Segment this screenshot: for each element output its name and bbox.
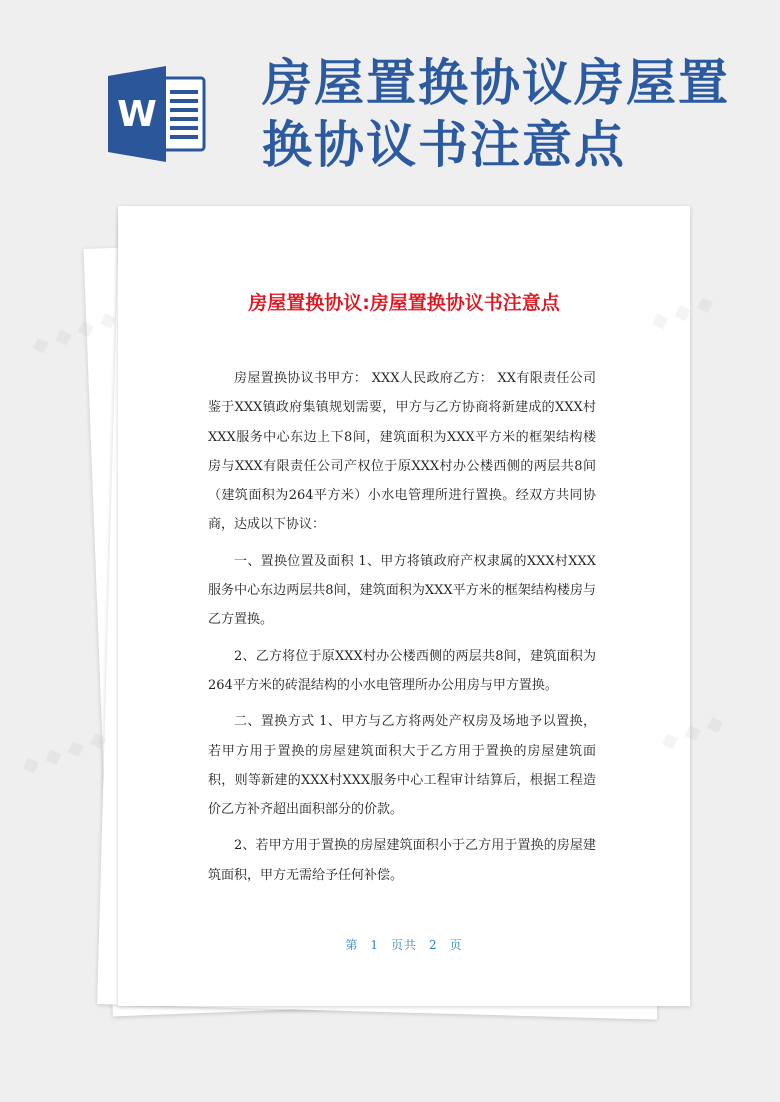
watermark-mark: ◆ ◆ ◆ ◆ (28, 305, 121, 360)
watermark-mark: ◆ ◆ ◆ ◆ (18, 725, 111, 780)
paragraph: 二、置换方式 1、甲方与乙方将两处产权房及场地予以置换，若甲方用于置换的房屋建筑面积大于乙方用于置换的房屋建筑面积，则等新建的XXX村XXX服务中心工程审计结算后，根据工程造价乙方补齐超出面积部分的价款。 (208, 714, 596, 818)
word-document-icon (108, 66, 208, 162)
paragraph: 一、置换位置及面积 1、甲方将镇政府产权隶属的XXX村XXX服务中心东边两层共8间，建筑面积为XXX平方米的框架结构楼房与乙方置换。 (208, 553, 596, 628)
document-body (208, 364, 596, 897)
document-page (118, 206, 690, 1006)
footer-suffix: 页 (449, 938, 463, 952)
paragraph: 2、乙方将位于原XXX村办公楼西侧的两层共8间，建筑面积为264平方米的砖混结构的小水电管理所办公用房与甲方置换。 (208, 648, 596, 693)
footer-middle: 页共 (390, 938, 417, 952)
page-footer (118, 936, 690, 953)
headline: 房屋置换协议房屋置换协议书注意点 (262, 54, 730, 174)
paragraph: 房屋置换协议书甲方： XXX人民政府乙方： XX有限责任公司鉴于XXX镇政府集镇规划需要，甲方与乙方协商将新建成的XXX村XXX服务中心东边上下8间，建筑面积为XXX平方米的框架结构楼房与XXX有限责任公司产权位于原XXX村办公楼西侧的两层共8间（建筑面积为264平方米）小水电管理所进行置换。经双方共同协商，达成以下协议： (208, 371, 596, 533)
watermark-mark: ◆ ◆ ◆ (657, 709, 728, 756)
paragraph: 2、若甲方用于置换的房屋建筑面积小于乙方用于置换的房屋建筑面积，甲方无需给予任何补偿。 (208, 838, 596, 883)
total-page-count: 2 (429, 938, 438, 952)
watermark-mark: ◆ (692, 289, 718, 319)
current-page-number: 1 (370, 938, 379, 952)
footer-prefix: 第 (345, 938, 359, 952)
document-title: 房屋置换协议:房屋置换协议书注意点 (248, 292, 560, 314)
svg-text:W: W (117, 94, 157, 135)
